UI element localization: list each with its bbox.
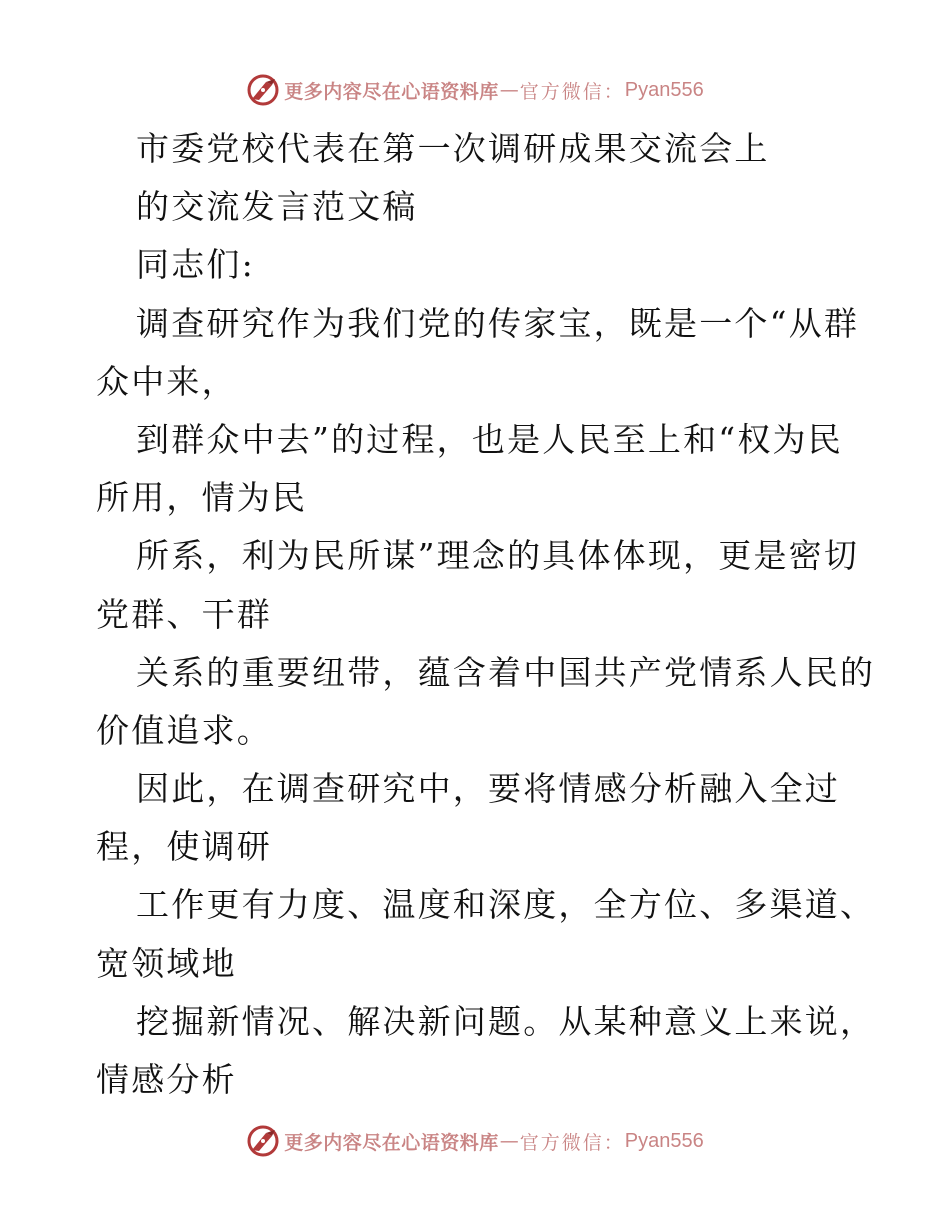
document-line: 到群众中去”的过程，也是人民至上和“权为民	[136, 419, 843, 459]
pen-nib-logo-icon	[246, 1124, 280, 1158]
document-line: 同志们:	[136, 245, 255, 285]
brand-dash: —	[499, 79, 519, 101]
document-body	[96, 120, 876, 1109]
brand-dash: —	[499, 1130, 519, 1152]
header-watermark	[0, 70, 950, 110]
document-line: 工作更有力度、温度和深度，全方位、多渠道、	[136, 885, 876, 925]
pen-nib-logo-icon	[246, 73, 280, 107]
document-line: 挖掘新情况、解决新问题。从某种意义上来说，	[136, 1001, 876, 1041]
brand-wechat-id: Pyan556	[624, 78, 704, 101]
document-line: 价值追求。	[96, 710, 272, 750]
brand-wechat-id: Pyan556	[624, 1129, 704, 1152]
document-line: 关系的重要纽带，蕴含着中国共产党情系人民的	[136, 652, 876, 692]
document-line: 宽领域地	[96, 943, 237, 983]
document-line: 党群、干群	[96, 594, 272, 634]
document-line: 所用，情为民	[96, 478, 308, 518]
document-line: 市委党校代表在第一次调研成果交流会上	[136, 129, 770, 168]
brand-main-text: 更多内容尽在心语资料库	[284, 1131, 499, 1154]
document-line: 调查研究作为我们党的传家宝，既是一个“从群	[136, 303, 860, 343]
document-line: 因此，在调查研究中，要将情感分析融入全过	[136, 769, 840, 809]
document-line: 的交流发言范文稿	[136, 187, 418, 227]
brand-main-text: 更多内容尽在心语资料库	[284, 80, 499, 103]
footer-watermark	[0, 1121, 950, 1161]
brand-sub-text: 官方微信：	[519, 1131, 625, 1154]
document-line: 程，使调研	[96, 827, 272, 867]
brand-sub-text: 官方微信：	[519, 80, 625, 103]
document-line: 情感分析	[96, 1060, 237, 1099]
document-line: 所系，利为民所谋”理念的具体体现，更是密切	[136, 536, 860, 576]
document-line: 众中来，	[96, 361, 237, 401]
